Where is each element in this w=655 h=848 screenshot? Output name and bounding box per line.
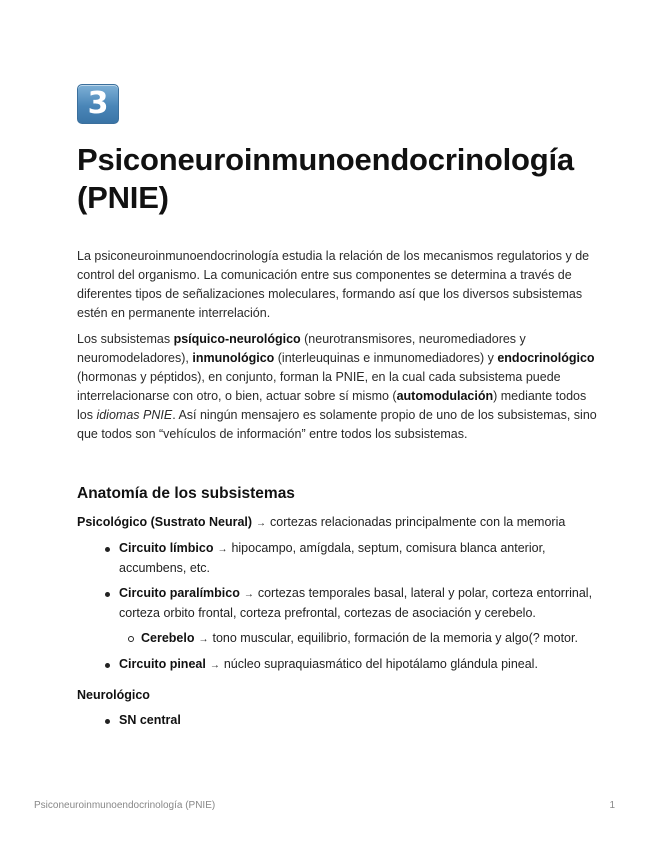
item-label: Circuito paralímbico: [119, 586, 240, 600]
psicologico-text: cortezas relacionadas principalmente con la memoria: [270, 515, 566, 529]
item-text: núcleo supraquiasmático del hipotálamo glándula pineal.: [223, 657, 538, 671]
intro-text: ) mediante todos los: [77, 389, 587, 422]
number-three-emoji-icon: 3: [77, 84, 119, 124]
page-title: Psiconeuroinmunoendocrinología (PNIE): [77, 142, 574, 215]
document-page: [77, 84, 597, 730]
arrow-icon: →: [243, 589, 254, 600]
item-text: hipocampo, amígdala, septum, comisura blanca anterior, accumbens, etc.: [119, 541, 546, 575]
section-heading: Anatomía de los subsistemas: [77, 485, 295, 502]
intro-paragraph-2: [77, 330, 597, 444]
neurologico-list: [77, 711, 597, 730]
intro-text: (interleuquinas e inmunomediadores) y: [274, 351, 498, 365]
list-item-circuito-paralimbico: [77, 584, 597, 649]
list-item-cerebelo: [119, 629, 597, 649]
paralimbico-sublist: [119, 629, 597, 649]
footer-title: Psiconeuroinmunoendocrinología (PNIE): [34, 800, 216, 811]
term-automodulacion: automodulación: [396, 389, 494, 403]
item-label: Circuito límbico: [119, 541, 214, 555]
list-item-sn-central: [77, 711, 597, 730]
psicologico-list: [77, 539, 597, 675]
arrow-icon: →: [198, 634, 209, 645]
intro-paragraph-1: La psiconeuroinmunoendocrinología estudia la relación de los mecanismos regulatorios y de control del organismo. La comunicación entre sus componentes se determina a través de diferentes tipos de señalizaciones moleculares, formando así que los diversos subsistemas estén en permanente interrelación.: [77, 249, 590, 320]
arrow-icon: →: [217, 544, 228, 555]
intro-text: (neurotransmisores, neuromediadores y neuromodeladores),: [77, 332, 526, 365]
list-item-circuito-limbico: [77, 539, 597, 578]
item-text: cortezas temporales basal, lateral y polar, corteza entorrinal, corteza orbito frontal, corteza prefrontal, cortezas de asociación y cerebelo.: [119, 586, 593, 620]
list-item-circuito-pineal: [77, 655, 597, 675]
intro-text: (hormonas y péptidos), en conjunto, forman la PNIE, en la cual cada subsistema puede interrelacionarse con otro, o bien, actuar sobre sí mismo (: [77, 370, 561, 403]
term-idiomas-pnie: idiomas PNIE: [96, 408, 173, 422]
item-label: Circuito pineal: [119, 657, 206, 671]
neurologico-label: Neurológico: [77, 688, 150, 702]
item-text: tono muscular, equilibrio, formación de la memoria y algo(? motor.: [212, 631, 578, 645]
arrow-icon: →: [209, 660, 220, 671]
intro-text: Los subsistemas: [77, 332, 174, 346]
term-inmunologico: inmunológico: [192, 351, 275, 365]
psicologico-label: Psicológico (Sustrato Neural): [77, 515, 253, 529]
psicologico-line: [77, 513, 597, 533]
page-number: 1: [609, 800, 615, 811]
intro-text: . Así ningún mensajero es solamente propio de uno de los subsistemas, sino que todos son “vehículos de información” entre todos los subsistemas.: [77, 408, 597, 441]
term-psiquico-neurologico: psíquico-neurológico: [173, 332, 301, 346]
item-label: SN central: [119, 713, 181, 727]
item-label: Cerebelo: [141, 631, 195, 645]
arrow-icon: →: [256, 518, 267, 529]
term-endocrinologico: endocrinológico: [497, 351, 595, 365]
neurologico-line: [77, 686, 597, 705]
